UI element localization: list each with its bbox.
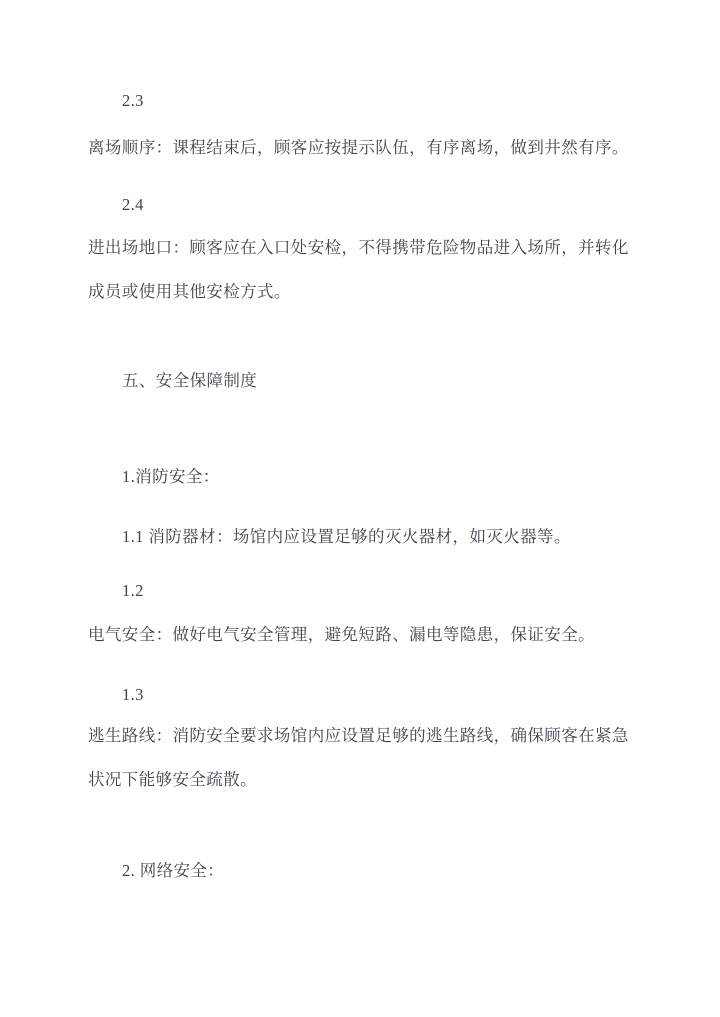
clause-2-4-entrance-security-text: 进出场地口：顾客应在入口处安检，不得携带危险物品进入场所，并转化成员或使用其他安检方式。 (88, 238, 629, 301)
clause-1-2-electrical-safety-text: 电气安全：做好电气安全管理，避免短路、漏电等隐患，保证安全。 (88, 625, 595, 644)
clause-1-1-fire-equipment-text: 1.1 消防器材：场馆内应设置足够的灭火器材，如灭火器等。 (122, 527, 571, 546)
item-2-network-security-heading: 2. 网络安全： (122, 861, 225, 880)
clause-number-1-2: 1.2 (122, 581, 144, 600)
clause-number-2-3: 2.3 (122, 91, 144, 110)
item-1-fire-safety-heading: 1.消防安全： (122, 467, 220, 486)
clause-number-1-3: 1.3 (122, 685, 144, 704)
clause-number-2-4: 2.4 (122, 195, 144, 214)
clause-2-3-leaving-order-text: 离场顺序：课程结束后，顾客应按提示队伍，有序离场，做到井然有序。 (88, 138, 629, 157)
section-5-safety-guarantee-heading: 五、安全保障制度 (122, 371, 258, 390)
clause-1-3-escape-route-text: 逃生路线：消防安全要求场馆内应设置足够的逃生路线，确保顾客在紧急状况下能够安全疏散。 (88, 726, 629, 789)
